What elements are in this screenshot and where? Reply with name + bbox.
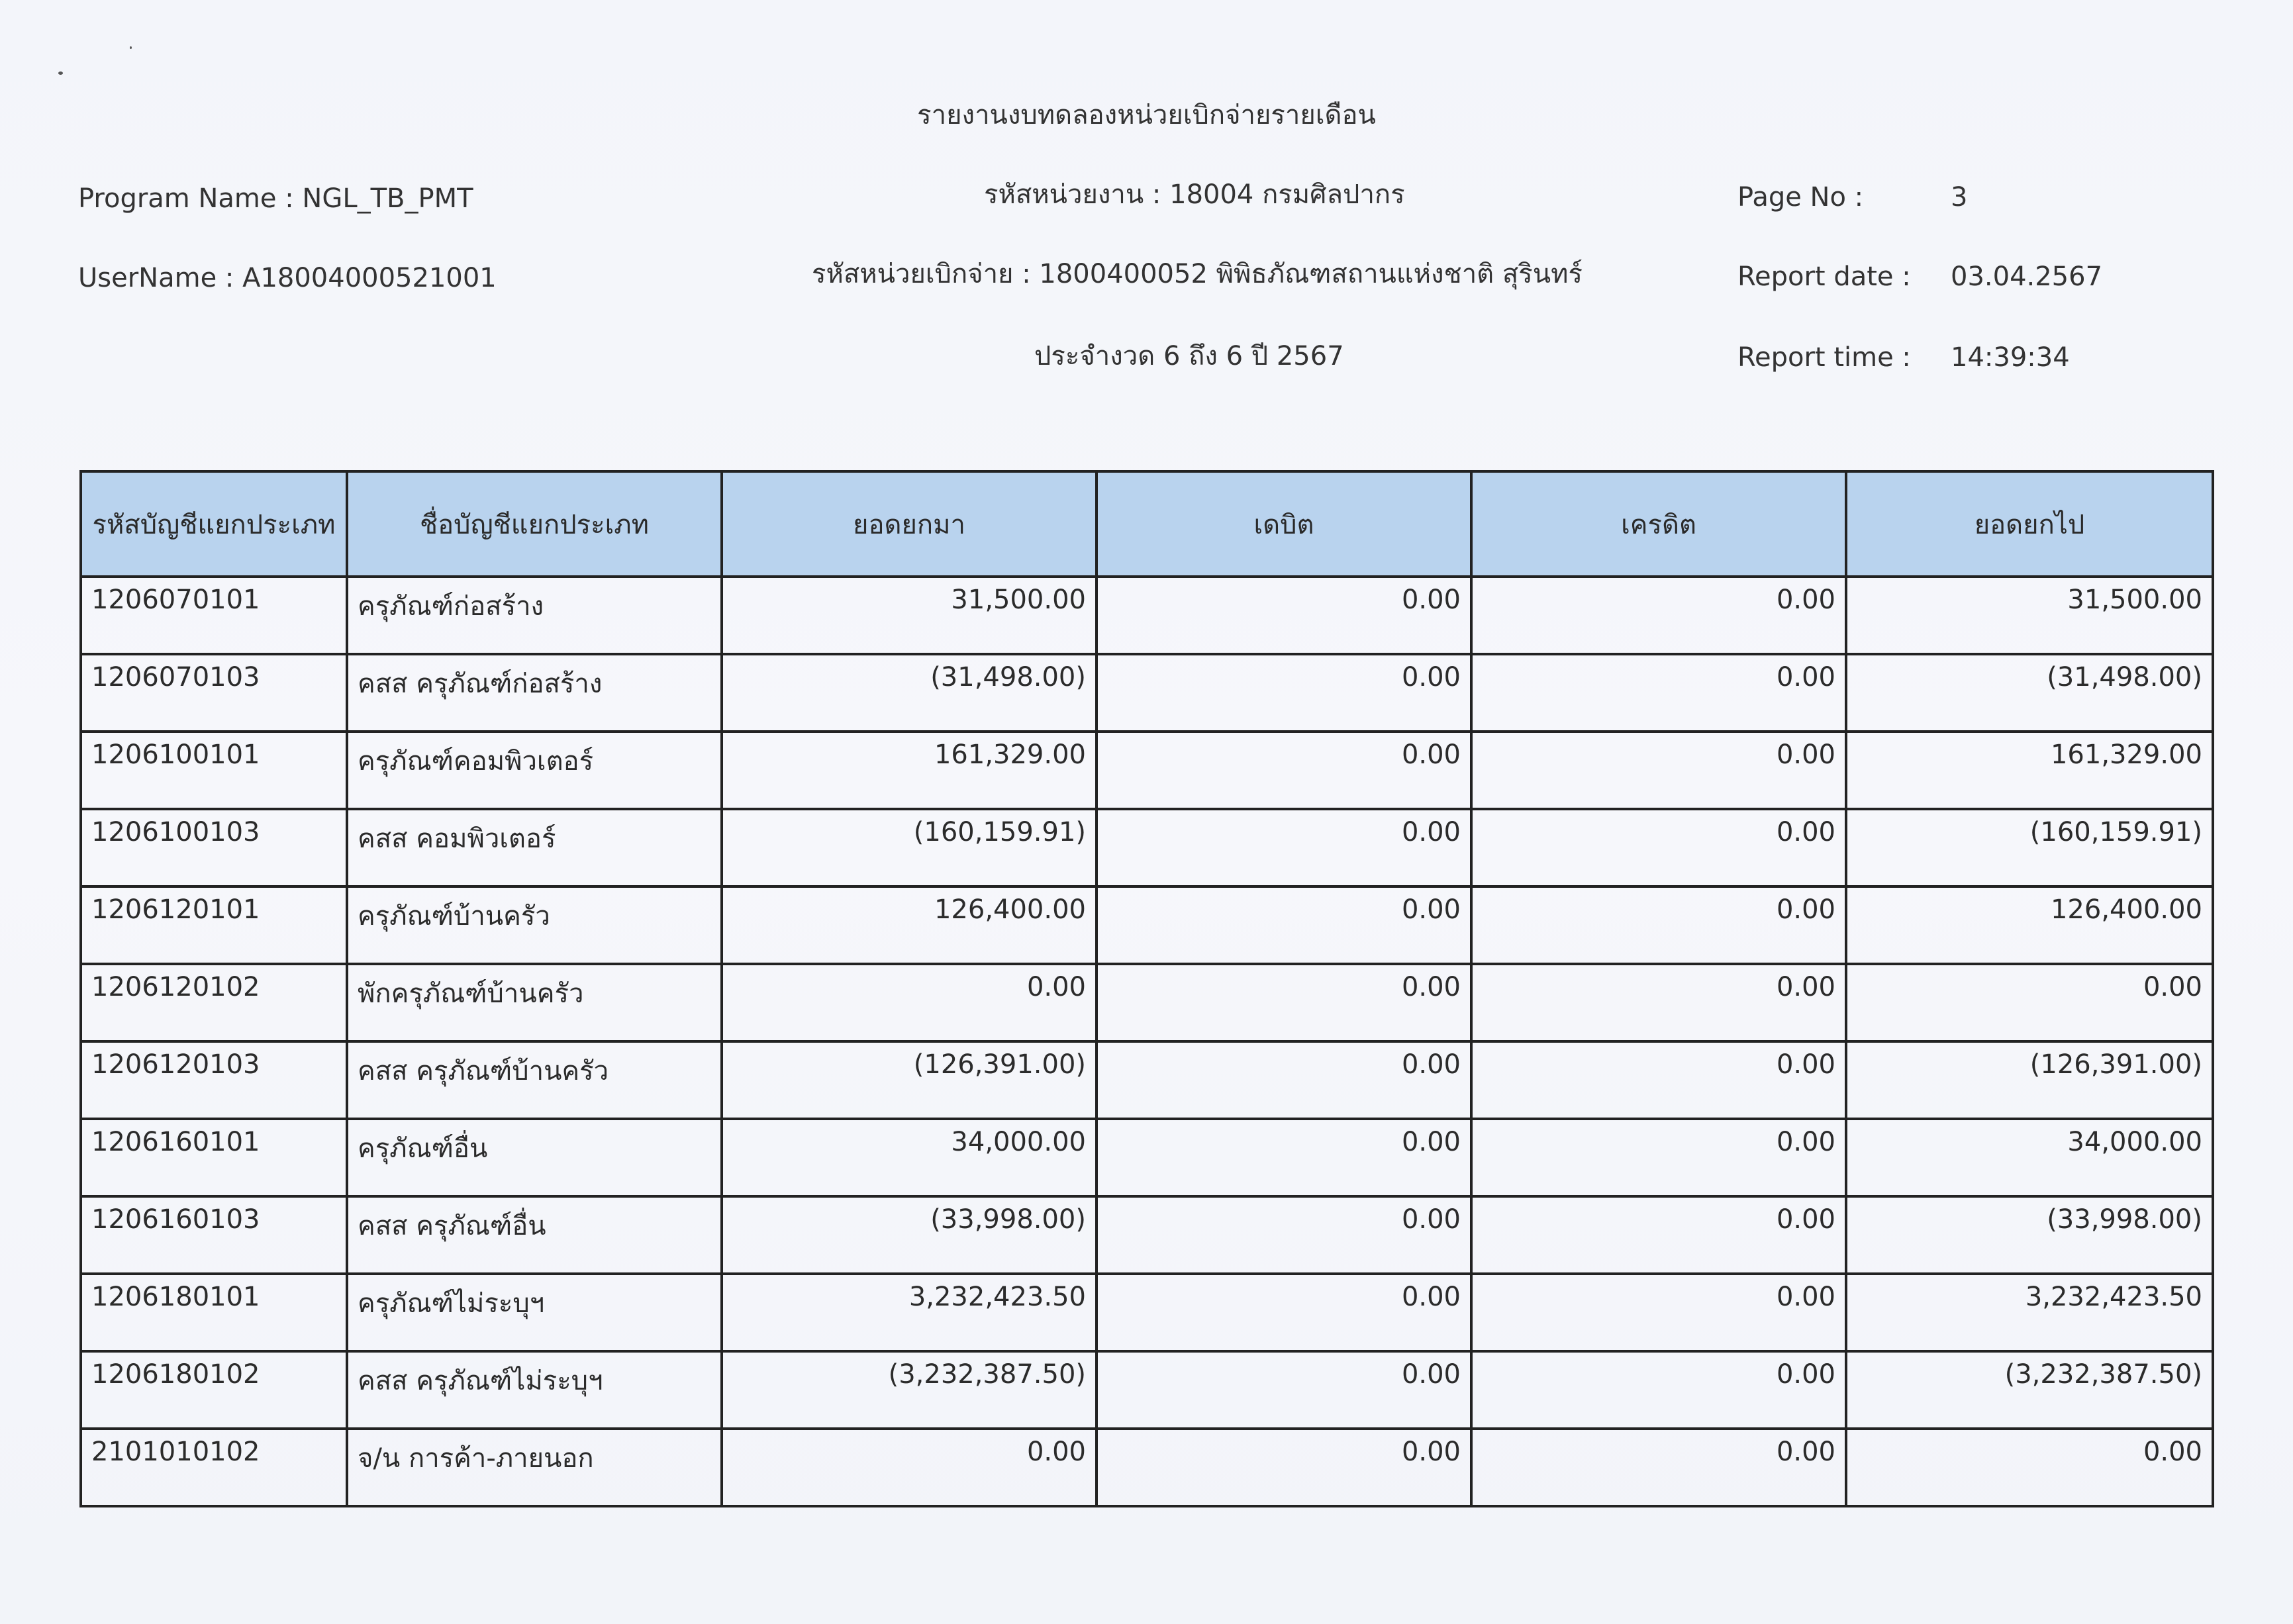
debit: 0.00: [1097, 1351, 1471, 1429]
account-name: คสส ครุภัณฑ์ก่อสร้าง: [347, 654, 722, 732]
table-row: [81, 654, 2213, 732]
debit: 0.00: [1097, 1429, 1471, 1506]
account-code: 1206180102: [81, 1351, 347, 1429]
report-time-value: 14:39:34: [1951, 342, 2070, 373]
account-name: ครุภัณฑ์ก่อสร้าง: [347, 577, 722, 654]
account-name: คสส ครุภัณฑ์ไม่ระบุฯ: [347, 1351, 722, 1429]
debit: 0.00: [1097, 1274, 1471, 1351]
closing-balance: (126,391.00): [1846, 1041, 2213, 1119]
account-code: 1206120101: [81, 886, 347, 964]
account-code: 1206070103: [81, 654, 347, 732]
table-row: [81, 886, 2213, 964]
disbursement-unit: รหัสหน่วยเบิกจ่าย : 1800400052 พิพิธภัณฑสถานแห่งชาติ สุรินทร์: [812, 259, 1583, 289]
closing-balance: 161,329.00: [1846, 732, 2213, 809]
username: UserName : A18004000521001: [78, 263, 497, 293]
opening-balance: 161,329.00: [722, 732, 1097, 809]
opening-balance: 0.00: [722, 964, 1097, 1041]
table-row: [81, 577, 2213, 654]
account-code: 1206070101: [81, 577, 347, 654]
opening-balance: 0.00: [722, 1429, 1097, 1506]
scan-speck: [130, 46, 132, 49]
debit: 0.00: [1097, 809, 1471, 886]
credit: 0.00: [1471, 1351, 1846, 1429]
account-name: คสส ครุภัณฑ์อื่น: [347, 1196, 722, 1274]
header-opening-balance: ยอดยกมา: [722, 471, 1097, 577]
opening-balance: 31,500.00: [722, 577, 1097, 654]
account-code: 1206160101: [81, 1119, 347, 1196]
debit: 0.00: [1097, 964, 1471, 1041]
report-time-label: Report time :: [1737, 342, 1911, 373]
account-name: คสส ครุภัณฑ์บ้านครัว: [347, 1041, 722, 1119]
opening-balance: 3,232,423.50: [722, 1274, 1097, 1351]
table-header-row: [81, 471, 2213, 577]
header-account-name: ชื่อบัญชีแยกประเภท: [347, 471, 722, 577]
debit: 0.00: [1097, 886, 1471, 964]
table-row: [81, 732, 2213, 809]
opening-balance: (126,391.00): [722, 1041, 1097, 1119]
closing-balance: 126,400.00: [1846, 886, 2213, 964]
opening-balance: (31,498.00): [722, 654, 1097, 732]
credit: 0.00: [1471, 1119, 1846, 1196]
closing-balance: (31,498.00): [1846, 654, 2213, 732]
account-name: ครุภัณฑ์คอมพิวเตอร์: [347, 732, 722, 809]
table-row: [81, 1429, 2213, 1506]
ledger-table: [79, 470, 2214, 1507]
credit: 0.00: [1471, 886, 1846, 964]
account-code: 1206100101: [81, 732, 347, 809]
table-row: [81, 1041, 2213, 1119]
credit: 0.00: [1471, 1196, 1846, 1274]
period: ประจำงวด 6 ถึง 6 ปี 2567: [1034, 341, 1344, 371]
debit: 0.00: [1097, 577, 1471, 654]
table-row: [81, 1119, 2213, 1196]
account-code: 1206120102: [81, 964, 347, 1041]
credit: 0.00: [1471, 654, 1846, 732]
account-name: ครุภัณฑ์ไม่ระบุฯ: [347, 1274, 722, 1351]
debit: 0.00: [1097, 1119, 1471, 1196]
credit: 0.00: [1471, 1041, 1846, 1119]
account-name: คสส คอมพิวเตอร์: [347, 809, 722, 886]
closing-balance: (3,232,387.50): [1846, 1351, 2213, 1429]
opening-balance: (3,232,387.50): [722, 1351, 1097, 1429]
opening-balance: 126,400.00: [722, 886, 1097, 964]
table-row: [81, 1351, 2213, 1429]
account-name: ครุภัณฑ์อื่น: [347, 1119, 722, 1196]
report-title: รายงานงบทดลองหน่วยเบิกจ่ายรายเดือน: [917, 100, 1376, 130]
opening-balance: (160,159.91): [722, 809, 1097, 886]
account-name: ครุภัณฑ์บ้านครัว: [347, 886, 722, 964]
header-account-code: รหัสบัญชีแยกประเภท: [81, 471, 347, 577]
report-date-label: Report date :: [1737, 262, 1911, 292]
opening-balance: (33,998.00): [722, 1196, 1097, 1274]
closing-balance: 3,232,423.50: [1846, 1274, 2213, 1351]
credit: 0.00: [1471, 809, 1846, 886]
page-no-value: 3: [1951, 182, 1968, 213]
scan-speck: [58, 72, 63, 75]
debit: 0.00: [1097, 732, 1471, 809]
debit: 0.00: [1097, 1196, 1471, 1274]
closing-balance: (33,998.00): [1846, 1196, 2213, 1274]
page-no-label: Page No :: [1737, 182, 1864, 213]
account-code: 1206180101: [81, 1274, 347, 1351]
account-code: 2101010102: [81, 1429, 347, 1506]
table-row: [81, 1274, 2213, 1351]
closing-balance: 0.00: [1846, 1429, 2213, 1506]
credit: 0.00: [1471, 577, 1846, 654]
account-code: 1206120103: [81, 1041, 347, 1119]
header-closing-balance: ยอดยกไป: [1846, 471, 2213, 577]
credit: 0.00: [1471, 732, 1846, 809]
agency-code: รหัสหน่วยงาน : 18004 กรมศิลปากร: [984, 179, 1405, 210]
debit: 0.00: [1097, 1041, 1471, 1119]
account-code: 1206100103: [81, 809, 347, 886]
table-row: [81, 809, 2213, 886]
account-code: 1206160103: [81, 1196, 347, 1274]
table-row: [81, 1196, 2213, 1274]
opening-balance: 34,000.00: [722, 1119, 1097, 1196]
credit: 0.00: [1471, 1429, 1846, 1506]
program-name: Program Name : NGL_TB_PMT: [78, 183, 473, 214]
closing-balance: 31,500.00: [1846, 577, 2213, 654]
debit: 0.00: [1097, 654, 1471, 732]
report-date-value: 03.04.2567: [1951, 262, 2103, 292]
closing-balance: 0.00: [1846, 964, 2213, 1041]
header-credit: เครดิต: [1471, 471, 1846, 577]
account-name: พักครุภัณฑ์บ้านครัว: [347, 964, 722, 1041]
credit: 0.00: [1471, 1274, 1846, 1351]
closing-balance: (160,159.91): [1846, 809, 2213, 886]
table-row: [81, 964, 2213, 1041]
credit: 0.00: [1471, 964, 1846, 1041]
account-name: จ/น การค้า-ภายนอก: [347, 1429, 722, 1506]
header-debit: เดบิต: [1097, 471, 1471, 577]
closing-balance: 34,000.00: [1846, 1119, 2213, 1196]
